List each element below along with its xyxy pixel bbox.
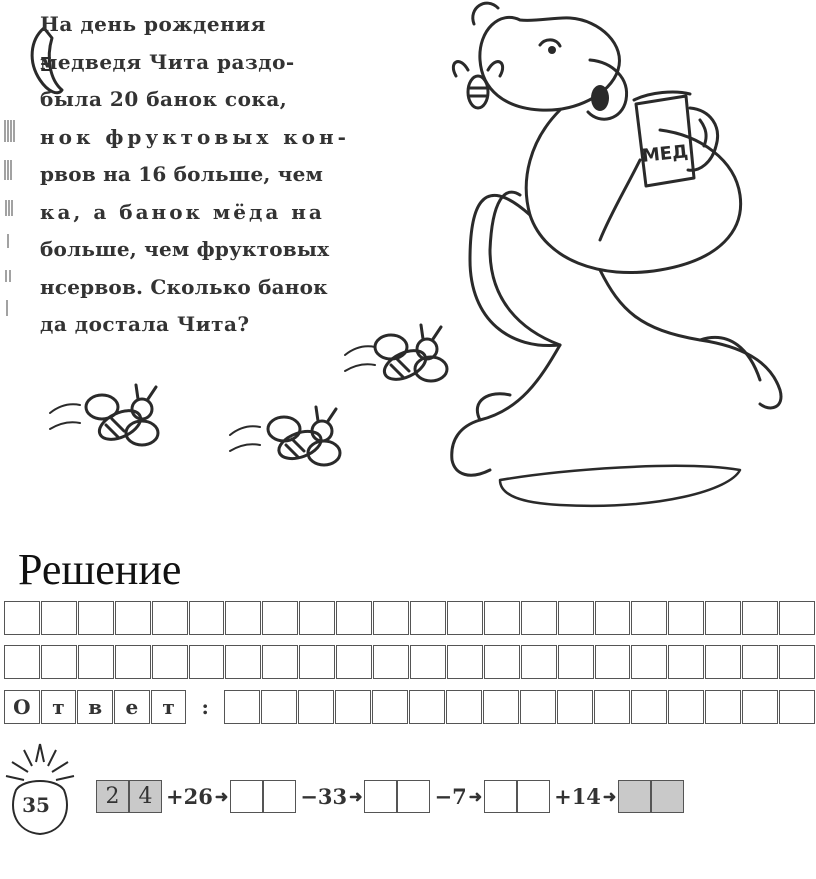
grid-cell[interactable] <box>336 601 372 635</box>
answer-blank-cell[interactable] <box>298 690 334 724</box>
arrow-right-icon: ➜ <box>468 786 483 806</box>
grid-cell[interactable] <box>521 645 557 679</box>
grid-cell[interactable] <box>484 645 520 679</box>
problem-line: рвов на 16 больше, чем <box>40 162 324 186</box>
solution-heading: Решение <box>18 545 182 594</box>
grid-cell[interactable] <box>189 601 225 635</box>
chain-answer-box[interactable] <box>364 780 397 813</box>
answer-blank-cell[interactable] <box>483 690 519 724</box>
grid-cell[interactable] <box>558 601 594 635</box>
grid-cell[interactable] <box>668 601 704 635</box>
page-number: 35 <box>22 793 50 817</box>
chain-result-box[interactable] <box>618 780 651 813</box>
problem-line: ка, а банок мёда на <box>40 199 325 224</box>
chain-operation: −7 <box>434 783 467 809</box>
answer-letter-cell: : <box>201 695 209 719</box>
arrow-right-icon: ➜ <box>602 786 617 806</box>
grid-cell[interactable] <box>78 645 114 679</box>
grid-cell[interactable] <box>595 601 631 635</box>
problem-line: нок фруктовых кон- <box>40 124 350 149</box>
answer-blank-cell[interactable] <box>705 690 741 724</box>
problem-text <box>40 6 390 344</box>
answer-letter-cell: О <box>4 690 40 724</box>
answer-blank-cell[interactable] <box>224 690 260 724</box>
arrow-right-icon: ➜ <box>349 786 363 806</box>
grid-cell[interactable] <box>484 601 520 635</box>
problem-line: да достала Чита? <box>40 312 250 336</box>
grid-cell[interactable] <box>115 601 151 635</box>
chain-answer-box[interactable] <box>484 780 517 813</box>
grid-cell[interactable] <box>779 645 815 679</box>
grid-cell[interactable] <box>373 601 409 635</box>
grid-cell[interactable] <box>595 645 631 679</box>
answer-letter-cell: е <box>114 690 150 724</box>
grid-cell[interactable] <box>4 645 40 679</box>
grid-cell[interactable] <box>631 601 667 635</box>
answer-blank-cell[interactable] <box>520 690 556 724</box>
answer-blank-cell[interactable] <box>409 690 445 724</box>
grid-cell[interactable] <box>152 645 188 679</box>
grid-cell[interactable] <box>631 645 667 679</box>
pineapple-page-badge <box>2 740 78 836</box>
grid-cell[interactable] <box>262 601 298 635</box>
answer-blank-cell[interactable] <box>261 690 297 724</box>
chain-start-digit: 2 <box>96 780 129 813</box>
answer-blank-cell[interactable] <box>668 690 704 724</box>
answer-blank-cell[interactable] <box>594 690 630 724</box>
chain-answer-box[interactable] <box>517 780 550 813</box>
answer-letter-cell: т <box>151 690 187 724</box>
arrow-right-icon: ➜ <box>214 786 229 806</box>
problem-line: медведя Чита раздо- <box>40 49 295 74</box>
grid-cell[interactable] <box>41 601 77 635</box>
grid-cell[interactable] <box>115 645 151 679</box>
grid-cell[interactable] <box>410 601 446 635</box>
problem-line: была 20 банок сока, <box>40 87 288 111</box>
grid-cell[interactable] <box>705 601 741 635</box>
grid-cell[interactable] <box>447 601 483 635</box>
grid-cell[interactable] <box>299 601 335 635</box>
grid-cell[interactable] <box>742 601 778 635</box>
answer-blank-cell[interactable] <box>372 690 408 724</box>
grid-cell[interactable] <box>4 601 40 635</box>
chain-answer-box[interactable] <box>230 780 263 813</box>
solution-grid-row[interactable] <box>4 601 816 637</box>
grid-cell[interactable] <box>558 645 594 679</box>
number-chain <box>96 778 684 814</box>
grid-cell[interactable] <box>410 645 446 679</box>
grid-cell[interactable] <box>299 645 335 679</box>
grid-cell[interactable] <box>705 645 741 679</box>
chain-start-digit: 4 <box>129 780 162 813</box>
grid-cell[interactable] <box>668 645 704 679</box>
grid-cell[interactable] <box>373 645 409 679</box>
grid-cell[interactable] <box>447 645 483 679</box>
chain-answer-box[interactable] <box>263 780 296 813</box>
jar-label: МЕД <box>640 141 690 167</box>
answer-blank-cell[interactable] <box>631 690 667 724</box>
problem-line: нсервов. Сколько банок <box>40 274 328 299</box>
margin-binding-marks <box>2 120 16 320</box>
grid-cell[interactable] <box>152 601 188 635</box>
answer-blank-cell[interactable] <box>557 690 593 724</box>
grid-cell[interactable] <box>78 601 114 635</box>
answer-blank-cell[interactable] <box>779 690 815 724</box>
grid-cell[interactable] <box>336 645 372 679</box>
grid-cell[interactable] <box>262 645 298 679</box>
answer-row[interactable] <box>4 690 816 726</box>
answer-blank-cell[interactable] <box>335 690 371 724</box>
chain-answer-box[interactable] <box>397 780 430 813</box>
grid-cell[interactable] <box>189 645 225 679</box>
chain-operation: +14 <box>554 783 601 809</box>
chain-result-box[interactable] <box>651 780 684 813</box>
grid-cell[interactable] <box>521 601 557 635</box>
answer-letter-cell: т <box>41 690 77 724</box>
grid-cell[interactable] <box>41 645 77 679</box>
grid-cell[interactable] <box>742 645 778 679</box>
answer-blank-cell[interactable] <box>742 690 778 724</box>
answer-blank-cell[interactable] <box>446 690 482 724</box>
chain-operation: +26 <box>166 783 213 809</box>
grid-cell[interactable] <box>225 645 261 679</box>
answer-letter-cell: в <box>77 690 113 724</box>
answer-blank-cells[interactable] <box>224 690 816 726</box>
grid-cell[interactable] <box>779 601 815 635</box>
problem-line: больше, чем фруктовых <box>40 237 330 261</box>
solution-grid-row[interactable] <box>4 645 816 681</box>
grid-cell[interactable] <box>225 601 261 635</box>
chain-operation: −33 <box>300 783 348 809</box>
problem-line: На день рождения <box>40 12 266 36</box>
